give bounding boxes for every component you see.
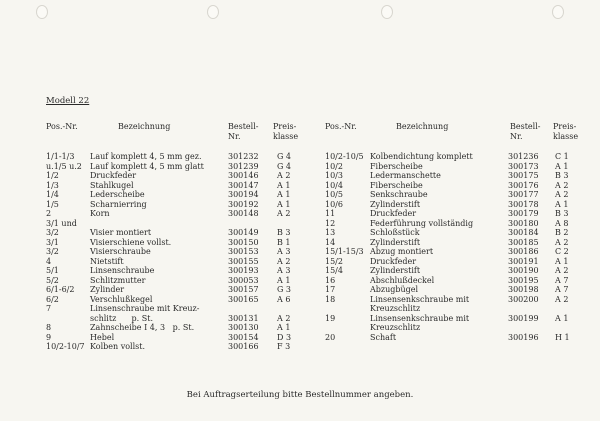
bestell-nr-cell: 300177: [508, 190, 539, 199]
table-row: [0, 247, 600, 256]
pos-cell: 5/1: [46, 266, 59, 275]
preisklasse-cell: A 1: [277, 275, 291, 285]
bestell-nr-cell: 300199: [508, 313, 539, 323]
bezeichnung-cell: Zahnscheibe I 4, 3 p. St.: [90, 323, 195, 332]
table-row: [0, 152, 600, 161]
table-row: [0, 285, 600, 294]
bezeichnung-cell: Zylinderstift: [370, 237, 421, 247]
preisklasse-cell: C 1: [555, 152, 569, 161]
bezeichnung-cell: Korn: [90, 209, 110, 218]
pos-cell: 10/2-10/7: [46, 342, 85, 351]
table-row: [0, 323, 600, 332]
table-row: [0, 190, 600, 199]
punch-hole-4: [552, 5, 564, 19]
right-header-preisklasse: Preis- klasse: [553, 122, 579, 141]
preisklasse-cell: F 3: [277, 342, 291, 351]
preisklasse-cell: A 3: [277, 247, 291, 256]
bestell-nr-cell: 301232: [228, 152, 259, 161]
pos-cell: 13: [325, 228, 336, 237]
bezeichnung-cell: Visierschraube: [90, 247, 151, 256]
bestell-nr-cell: 300179: [508, 209, 539, 218]
bezeichnung-cell: Fiberscheibe: [370, 180, 423, 190]
bestell-nr-cell: 300194: [228, 190, 259, 199]
bestell-nr-cell: 300155: [228, 256, 259, 266]
preisklasse-cell: A 1: [555, 313, 569, 323]
bezeichnung-cell: Druckfeder: [370, 256, 417, 266]
footer-note: Bei Auftragserteilung bitte Bestellnummer angeben.: [186, 390, 414, 400]
bestell-nr-cell: 300166: [228, 342, 259, 351]
pos-cell: 20: [325, 332, 336, 342]
bestell-nr-cell: 300186: [508, 247, 539, 256]
bezeichnung-cell: Lauf komplett 4, 5 mm glatt: [90, 161, 204, 171]
table-row: [0, 219, 600, 228]
preisklasse-cell: A 2: [555, 190, 569, 199]
preisklasse-cell: A 6: [277, 294, 291, 304]
pos-cell: 2: [46, 209, 52, 218]
bestell-nr-cell: 300153: [228, 247, 259, 256]
pos-cell: 4: [46, 256, 52, 266]
preisklasse-cell: A 1: [277, 199, 291, 209]
table-row: [0, 257, 600, 266]
punch-hole-3: [381, 5, 393, 19]
table-row: [0, 342, 600, 351]
preisklasse-cell: A 1: [555, 256, 569, 266]
bestell-nr-cell: 300146: [228, 171, 259, 180]
bestell-nr-cell: 300198: [508, 285, 539, 294]
pos-cell: 1/5: [46, 199, 59, 209]
bestell-nr-cell: 300175: [508, 171, 539, 180]
pos-cell: 17: [325, 285, 336, 294]
pos-cell: 10/5: [325, 190, 343, 199]
preisklasse-cell: G 3: [277, 285, 292, 294]
table-row: [0, 304, 600, 313]
pos-cell: 8: [46, 323, 52, 332]
page-title: Modell 22: [46, 96, 90, 106]
preisklasse-cell: B 3: [277, 228, 291, 237]
bezeichnung-cell: Zylinder: [90, 285, 125, 294]
bezeichnung-cell: Linsensenkschraube mit: [370, 294, 470, 304]
pos-cell: 10/2: [325, 161, 343, 171]
left-header-preisklasse: Preis- klasse: [273, 122, 299, 141]
bestell-nr-cell: 300157: [228, 285, 259, 294]
preisklasse-cell: A 1: [555, 199, 569, 209]
bezeichnung-cell: Linsensenkschraube mit: [370, 313, 470, 323]
preisklasse-cell: A 8: [555, 218, 569, 228]
pos-cell: 3/2: [46, 228, 59, 237]
bezeichnung-cell: Abzug montiert: [370, 247, 434, 256]
table-row: [0, 171, 600, 180]
pos-cell: 5/2: [46, 275, 59, 285]
preisklasse-cell: A 3: [277, 266, 291, 275]
bestell-nr-cell: 300190: [508, 266, 539, 275]
table-row: [0, 276, 600, 285]
bestell-nr-cell: 300178: [508, 199, 539, 209]
left-header-pos: Pos.-Nr.: [46, 122, 78, 131]
pos-cell: 6/2: [46, 294, 59, 304]
table-row: [0, 209, 600, 218]
table-row: [0, 333, 600, 342]
bestell-nr-cell: 301239: [228, 161, 259, 171]
preisklasse-cell: A 2: [277, 256, 291, 266]
bezeichnung-cell: Hebel: [90, 332, 115, 342]
pos-cell: 1/1-1/3: [46, 152, 75, 161]
bezeichnung-cell: Visier montiert: [90, 228, 152, 237]
table-row: [0, 228, 600, 237]
bezeichnung-cell: Kolben vollst.: [90, 342, 146, 351]
bezeichnung-cell: Ledermanschette: [370, 171, 441, 180]
pos-cell: 16: [325, 275, 336, 285]
preisklasse-cell: B 3: [555, 171, 569, 180]
preisklasse-cell: A 2: [555, 237, 569, 247]
bezeichnung-cell: schlitz p. St.: [90, 313, 153, 323]
preisklasse-cell: A 2: [555, 294, 569, 304]
preisklasse-cell: G 4: [277, 152, 292, 161]
bezeichnung-cell: Druckfeder: [370, 209, 417, 218]
preisklasse-cell: H 1: [555, 332, 570, 342]
bezeichnung-cell: Kreuzschlitz: [370, 323, 421, 332]
pos-cell: 15/1-15/3: [325, 247, 364, 256]
bezeichnung-cell: Kolbendichtung komplett: [370, 152, 473, 161]
pos-cell: 12: [325, 218, 336, 228]
bezeichnung-cell: Nietstift: [90, 256, 124, 266]
bezeichnung-cell: Schlitzmutter: [90, 275, 146, 285]
bestell-nr-cell: 300200: [508, 294, 539, 304]
bezeichnung-cell: Linsenschraube: [90, 266, 155, 275]
pos-cell: 15/2: [325, 256, 343, 266]
bestell-nr-cell: 300185: [508, 237, 539, 247]
right-header-pos: Pos.-Nr.: [325, 122, 357, 131]
bestell-nr-cell: 300148: [228, 209, 259, 218]
preisklasse-cell: A 2: [277, 209, 291, 218]
pos-cell: 1/2: [46, 171, 59, 180]
bestell-nr-cell: 300184: [508, 228, 539, 237]
bestell-nr-cell: 300193: [228, 266, 259, 275]
left-header-bestell-nr: Bestell- Nr.: [228, 122, 259, 141]
pos-cell: 9: [46, 332, 52, 342]
bezeichnung-cell: Schaft: [370, 332, 397, 342]
pos-cell: 10/3: [325, 171, 343, 180]
bezeichnung-cell: Linsenschraube mit Kreuz-: [90, 304, 200, 313]
punch-hole-2: [207, 5, 219, 19]
bezeichnung-cell: Zylinderstift: [370, 266, 421, 275]
pos-cell: 19: [325, 313, 336, 323]
pos-cell: 11: [325, 209, 336, 218]
pos-cell: 18: [325, 294, 336, 304]
bestell-nr-cell: 300173: [508, 161, 539, 171]
pos-cell: 15/4: [325, 266, 343, 275]
bestell-nr-cell: 300176: [508, 180, 539, 190]
table-row: [0, 200, 600, 209]
bestell-nr-cell: 300196: [508, 332, 539, 342]
bezeichnung-cell: Senkschraube: [370, 190, 428, 199]
left-header-bezeichnung: Bezeichnung: [118, 122, 171, 131]
bestell-nr-cell: 300150: [228, 237, 259, 247]
bezeichnung-cell: Stahlkugel: [90, 180, 134, 190]
preisklasse-cell: A 1: [277, 323, 291, 332]
bezeichnung-cell: Visierschiene vollst.: [90, 237, 172, 247]
table-row: [0, 162, 600, 171]
pos-cell: 3/2: [46, 247, 59, 256]
bestell-nr-cell: 300192: [228, 199, 259, 209]
bezeichnung-cell: Zylinderstift: [370, 199, 421, 209]
preisklasse-cell: A 1: [277, 180, 291, 190]
bezeichnung-cell: Lauf komplett 4, 5 mm gez.: [90, 152, 202, 161]
bestell-nr-cell: 301236: [508, 152, 539, 161]
bezeichnung-cell: Fiberscheibe: [370, 161, 423, 171]
pos-cell: 3/1: [46, 237, 59, 247]
bestell-nr-cell: 300149: [228, 228, 259, 237]
preisklasse-cell: A 1: [277, 190, 291, 199]
bezeichnung-cell: Abzugbügel: [370, 285, 419, 294]
punch-hole-1: [36, 5, 48, 19]
right-header-bezeichnung: Bezeichnung: [396, 122, 449, 131]
preisklasse-cell: A 2: [277, 171, 291, 180]
preisklasse-cell: A 2: [277, 313, 291, 323]
bestell-nr-cell: 300147: [228, 180, 259, 190]
bestell-nr-cell: 300154: [228, 332, 259, 342]
bezeichnung-cell: Verschlußkegel: [90, 294, 153, 304]
bestell-nr-cell: 300180: [508, 218, 539, 228]
bestell-nr-cell: 300131: [228, 313, 259, 323]
pos-cell: 10/4: [325, 180, 343, 190]
preisklasse-cell: A 7: [555, 285, 569, 294]
pos-cell: 10/2-10/5: [325, 152, 364, 161]
preisklasse-cell: B 1: [277, 237, 291, 247]
table-row: [0, 295, 600, 304]
preisklasse-cell: B 3: [555, 209, 569, 218]
table-row: [0, 181, 600, 190]
preisklasse-cell: A 7: [555, 275, 569, 285]
bezeichnung-cell: Scharnierring: [90, 199, 147, 209]
table-row: [0, 314, 600, 323]
bezeichnung-cell: Abschlußdeckel: [370, 275, 435, 285]
table-row: [0, 266, 600, 275]
preisklasse-cell: D 3: [277, 332, 292, 342]
bestell-nr-cell: 300165: [228, 294, 259, 304]
pos-cell: 1/4: [46, 190, 59, 199]
bezeichnung-cell: Lederscheibe: [90, 190, 145, 199]
pos-cell: 1/3: [46, 180, 59, 190]
right-header-bestell-nr: Bestell- Nr.: [510, 122, 541, 141]
pos-cell: 14: [325, 237, 336, 247]
pos-cell: 3/1 und: [46, 218, 77, 228]
preisklasse-cell: C 2: [555, 247, 569, 256]
pos-cell: 7: [46, 304, 52, 313]
preisklasse-cell: A 2: [555, 266, 569, 275]
pos-cell: u.1/5 u.2: [46, 161, 82, 171]
preisklasse-cell: A 1: [555, 161, 569, 171]
preisklasse-cell: B 2: [555, 228, 569, 237]
bestell-nr-cell: 300053: [228, 275, 259, 285]
bezeichnung-cell: Federführung vollständig: [370, 218, 474, 228]
pos-cell: 6/1-6/2: [46, 285, 75, 294]
bezeichnung-cell: Schloßstück: [370, 228, 420, 237]
bestell-nr-cell: 300130: [228, 323, 259, 332]
bezeichnung-cell: Druckfeder: [90, 171, 137, 180]
table-row: [0, 238, 600, 247]
preisklasse-cell: A 2: [555, 180, 569, 190]
bestell-nr-cell: 300191: [508, 256, 539, 266]
bestell-nr-cell: 300195: [508, 275, 539, 285]
preisklasse-cell: G 4: [277, 161, 292, 171]
pos-cell: 10/6: [325, 199, 343, 209]
bezeichnung-cell: Kreuzschlitz: [370, 304, 421, 313]
